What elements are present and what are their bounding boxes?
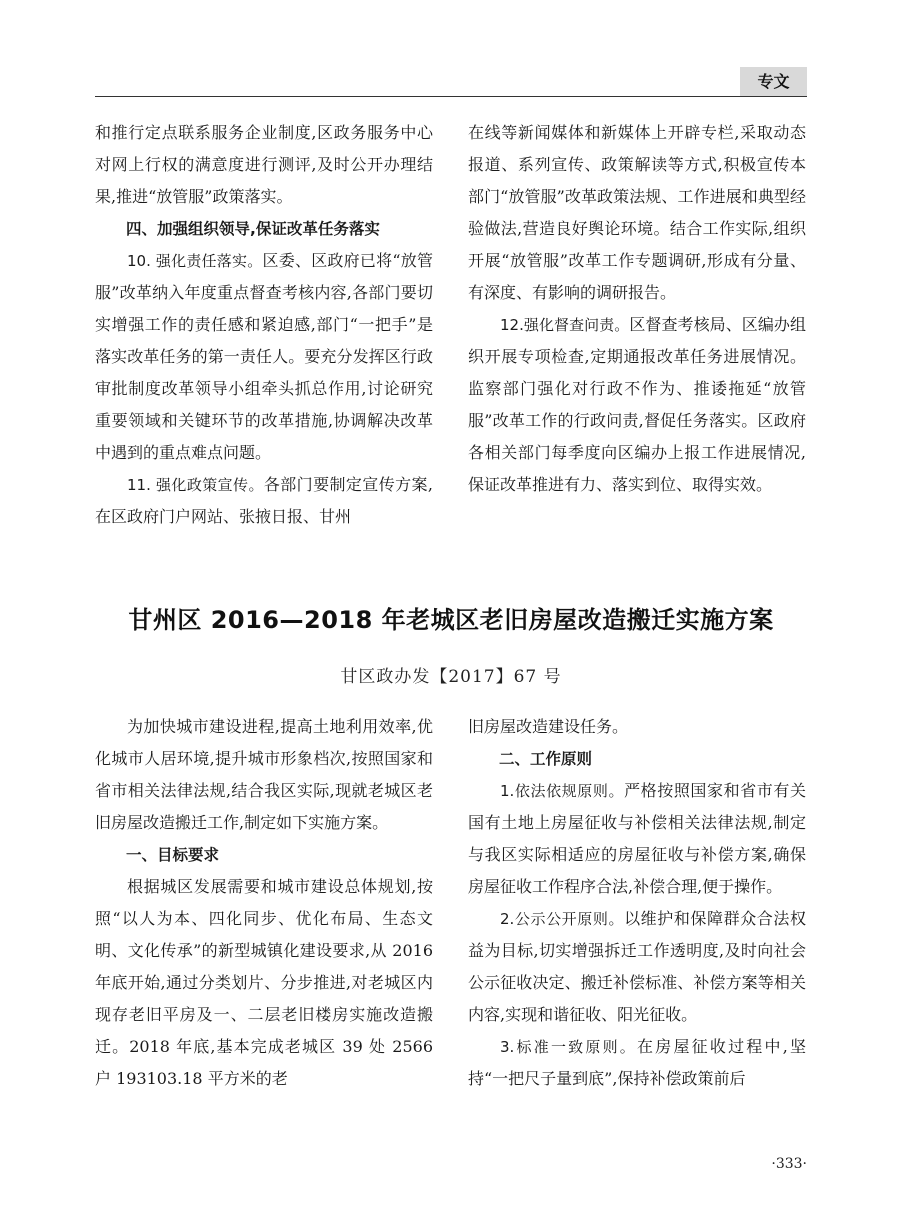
section-heading: 一、目标要求 [126, 846, 220, 864]
paragraph [95, 469, 433, 533]
paragraph: 在线等新闻媒体和新媒体上开辟专栏,采取动态报道、系列宣传、政策解读等方式,积极宣传本部门“放管服”改革政策法规、工作进展和典型经验做法,营造良好舆论环境。结合工作实际,组织开展“放管服”改革工作专题调研,形成有分量、有深度、有影响的调研报告。 [468, 123, 806, 302]
item-lead: 3.标准一致原则。 [500, 1038, 638, 1056]
bottom-left-column [95, 711, 433, 1095]
paragraph: 根据城区发展需要和城市建设总体规划,按照“以人为本、四化同步、优化布局、生态文明、文化传承”的新型城镇化建设要求,从 2016 年底开始,通过分类划片、分步推进,对老城区内现存老旧平房及一、二层老旧楼房实施改造搬迁。2018 年底,基本完成老城区 39 处 2566 户 193103.18 平方米的老 [95, 877, 433, 1088]
item-text: 以维护和保障群众合法权益为目标,切实增强拆迁工作透明度,及时向社会公示征收决定、搬迁补偿标准、补偿方案等相关内容,实现和谐征收、阳光征收。 [468, 909, 806, 1024]
paragraph [468, 309, 806, 501]
paragraph: 为加快城市建设进程,提高土地利用效率,优化城市人居环境,提升城市形象档次,按照国家和省市相关法律法规,结合我区实际,现就老城区老旧房屋改造搬迁工作,制定如下实施方案。 [95, 717, 433, 832]
document-title: 甘州区 2016—2018 年老城区老旧房屋改造搬迁实施方案 [128, 606, 774, 634]
section-heading: 二、工作原则 [499, 750, 593, 768]
paragraph: 旧房屋改造建设任务。 [468, 717, 629, 736]
top-right-column [468, 117, 806, 501]
paragraph [468, 775, 806, 903]
item-text: 各部门要制定宣传方案,在区政府门户网站、张掖日报、甘州 [95, 475, 434, 526]
item-lead: 2.公示公开原则。 [500, 910, 625, 928]
item-lead: 10. 强化责任落实。 [127, 252, 263, 270]
item-text: 区督查考核局、区编办组织开展专项检查,定期通报改革任务进展情况。监察部门强化对行政不作为、推诿拖延“放管服”改革工作的行政问责,督促任务落实。区政府各相关部门每季度向区编办上报工作进展情况,保证改革推进有力、落实到位、取得实效。 [468, 315, 806, 494]
paragraph [468, 1031, 806, 1095]
item-lead: 11. 强化政策宣传。 [127, 476, 264, 494]
paragraph [95, 245, 433, 469]
page-number: ·333· [771, 1156, 807, 1172]
item-text: 严格按照国家和省市有关国有土地上房屋征收与补偿相关法律法规,制定与我区实际相适应的房屋征收与补偿方案,确保房屋征收工作程序合法,补偿合理,便于操作。 [468, 781, 806, 896]
header-rule [95, 96, 807, 97]
bottom-right-column [468, 711, 806, 1095]
document-number: 甘区政办发【2017】67 号 [340, 667, 562, 687]
top-left-column [95, 117, 433, 533]
paragraph: 和推行定点联系服务企业制度,区政务服务中心对网上行权的满意度进行测评,及时公开办理结果,推进“放管服”政策落实。 [95, 123, 433, 206]
item-text: 区委、区政府已将“放管服”改革纳入年度重点督查考核内容,各部门要切实增强工作的责任感和紧迫感,部门“一把手”是落实改革任务的第一责任人。要充分发挥区行政审批制度改革领导小组牵头抓总作用,讨论研究重要领域和关键环节的改革措施,协调解决改革中遇到的重点难点问题。 [95, 251, 434, 462]
item-lead: 12.强化督查问责。 [500, 316, 630, 334]
section-tag: 专文 [740, 67, 807, 96]
paragraph [468, 903, 806, 1031]
section-heading: 四、加强组织领导,保证改革任务落实 [126, 220, 380, 238]
item-text: 在房屋征收过程中,坚持“一把尺子量到底”,保持补偿政策前后 [468, 1037, 807, 1088]
item-lead: 1.依法依规原则。 [500, 782, 625, 800]
